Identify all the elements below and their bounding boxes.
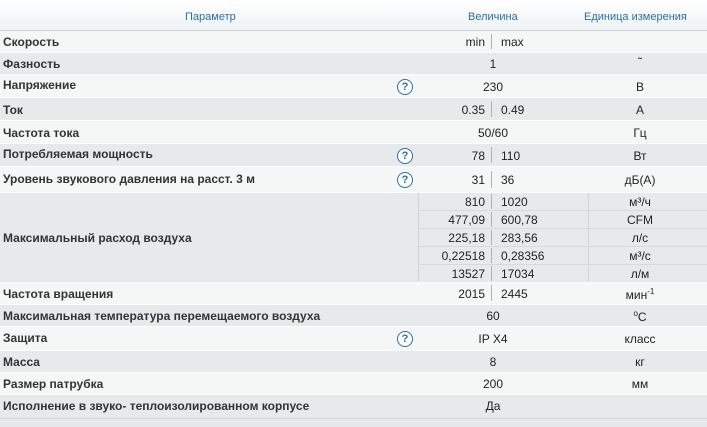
row-label: Размер патрубка: [3, 377, 104, 391]
airflow-unit: м³/ч: [629, 195, 651, 209]
unit: кг: [635, 355, 645, 369]
value-min: min: [465, 35, 485, 49]
unit: класс: [624, 332, 656, 346]
row-label: Масса: [3, 355, 40, 369]
airflow-value-max: 600,78: [501, 213, 538, 227]
airflow-value-min: 477,09: [448, 213, 485, 227]
row-label: Потребляемая мощность: [3, 147, 153, 161]
table-row: [0, 75, 707, 97]
table-row: [0, 121, 707, 143]
value-divider: [491, 212, 492, 227]
table-row: [0, 395, 707, 418]
table-row: [0, 53, 707, 74]
value-divider: [491, 171, 492, 188]
unit-text: мин: [625, 288, 648, 302]
row-label: Максимальный расход воздуха: [3, 231, 192, 245]
value-divider: [491, 101, 492, 117]
row-label: Скорость: [3, 35, 60, 49]
row-label: Ток: [3, 103, 23, 117]
airflow-value-min: 225,18: [448, 231, 485, 245]
value-max: 36: [501, 173, 515, 187]
airflow-value-min: 0,22518: [441, 249, 485, 263]
header-unit: Единица измерения: [584, 11, 687, 23]
value: 60: [486, 309, 500, 323]
cell-border: [419, 264, 707, 265]
value: 230: [482, 80, 504, 94]
airflow-unit: м³/с: [629, 249, 651, 263]
airflow-value-max: 283,56: [501, 231, 538, 245]
table-header: [0, 0, 707, 31]
row-label: Уровень звукового давления на расст. 3 м: [3, 172, 256, 186]
value-divider: [491, 266, 492, 281]
value-divider: [491, 147, 492, 163]
airflow-unit: CFM: [627, 213, 653, 227]
airflow-unit: л/с: [631, 231, 649, 245]
unit: А: [635, 103, 644, 117]
value-max: 0.49: [501, 103, 525, 117]
airflow-value-min: 13527: [451, 267, 485, 281]
table-row-airflow: [0, 193, 707, 282]
airflow-value-max: 17034: [501, 267, 535, 281]
value: 50/60: [477, 126, 509, 140]
value: 200: [482, 377, 504, 391]
airflow-value-max: 1020: [501, 195, 528, 209]
value-max: max: [501, 35, 524, 49]
table-row: [0, 98, 707, 120]
value: 1: [489, 57, 497, 71]
value: Да: [485, 399, 501, 413]
cell-border: [418, 193, 419, 282]
help-icon[interactable]: ?: [397, 148, 413, 164]
value: 8: [489, 355, 497, 369]
value-divider: [491, 230, 492, 245]
unit-superscript: o: [633, 309, 638, 318]
table-row: [0, 283, 707, 304]
value-min: 2015: [458, 287, 485, 301]
airflow-value-min: 810: [464, 195, 485, 209]
value-min: 78: [471, 149, 485, 163]
unit: дБ(А): [624, 173, 656, 187]
value-min: 31: [471, 173, 485, 187]
unit: [588, 287, 692, 302]
value-max: 2445: [501, 287, 528, 301]
cell-border: [419, 210, 707, 211]
value-divider: [491, 194, 492, 209]
unit: мм: [631, 377, 649, 391]
table-row: [0, 305, 707, 326]
value-divider: [491, 34, 492, 49]
row-label: Фазность: [3, 57, 61, 71]
airflow-value-max: 0,28356: [501, 249, 545, 263]
cell-border: [419, 228, 707, 229]
unit-superscript: -1: [647, 287, 655, 296]
unit: ˜: [638, 55, 642, 69]
airflow-unit: л/м: [630, 267, 650, 281]
table-row: [0, 373, 707, 394]
row-label: Частота тока: [3, 126, 80, 140]
row-label: Напряжение: [3, 78, 77, 92]
row-label: Защита: [3, 331, 48, 345]
help-icon[interactable]: ?: [397, 79, 413, 95]
value-divider: [491, 285, 492, 301]
table-row: [0, 351, 707, 372]
row-label: Исполнение в звуко- теплоизолированном корпусе: [3, 399, 310, 413]
value: IP X4: [478, 332, 508, 346]
unit: Вт: [633, 149, 647, 163]
unit: В: [635, 80, 644, 94]
value-max: 110: [501, 149, 521, 163]
header-value: Величина: [468, 11, 518, 23]
header-param: Параметр: [185, 11, 236, 23]
table-row: [0, 327, 707, 350]
unit: Гц: [633, 126, 647, 140]
value-min: 0.35: [461, 103, 485, 117]
table-row: [0, 167, 707, 192]
unit-text: C: [637, 310, 647, 324]
cell-border: [419, 246, 707, 247]
table-row: [0, 31, 707, 52]
row-label: Частота вращения: [3, 287, 114, 301]
unit: [588, 309, 692, 324]
value-divider: [491, 248, 492, 263]
row-label: Максимальная температура перемещаемого воздуха: [3, 309, 321, 323]
table-row: [0, 144, 707, 166]
help-icon[interactable]: ?: [397, 172, 413, 188]
help-icon[interactable]: ?: [397, 331, 413, 347]
